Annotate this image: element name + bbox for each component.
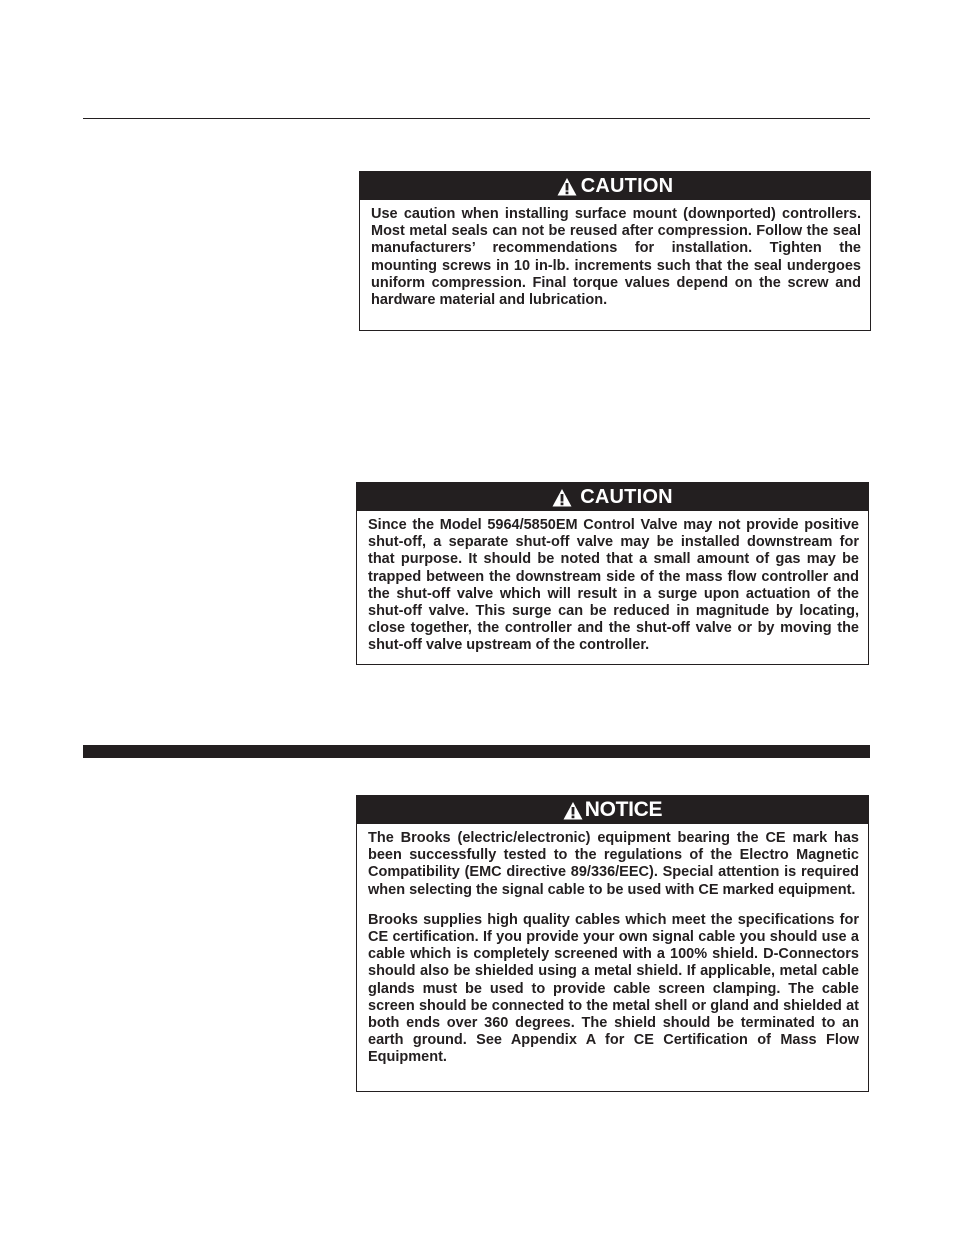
notice-heading: NOTICE — [584, 798, 663, 821]
notice-box-ce-compliance — [356, 795, 869, 1092]
caution-header — [360, 172, 870, 200]
caution-header — [357, 483, 868, 511]
caution-text: Since the Model 5964/5850EM Control Valve may not provide positive shut-off, a separate shut-off valve may be installed downstream for that purpose. It should be noted that a small amount of gas may be trapped between the downstream side of the mass flow controller and the shut-off valve which will result in a surge upon actuation of the shut-off valve. This surge can be reduced in magnitude by locating, close together, the controller and the shut-off valve or by moving the shut-off valve upstream of the controller. — [368, 517, 859, 654]
header-rule — [83, 118, 870, 119]
caution-box-shutoff-valve — [356, 482, 869, 665]
caution-text: Use caution when installing surface mount (downported) controllers. Most metal seals can not be reused after compression. Follow the seal manufacturers’ recommendations for installation. Tighten the mounting screws in 10 in-lb. increments such that the seal undergoes uniform compression. Final torque values depend on the screw and hardware material and lubrication. — [371, 206, 861, 309]
warning-triangle-icon — [563, 801, 583, 820]
notice-header — [357, 796, 868, 824]
caution-body — [360, 200, 870, 316]
caution-heading: CAUTION — [580, 485, 673, 508]
caution-box-seal-installation — [359, 171, 871, 331]
notice-paragraph-2: Brooks supplies high quality cables which meet the specifications for CE certification. If you provide your own signal cable you should use a cable which is completely screened with a 100% shield. D-Connectors should also be shielded using a metal shield. If applicable, metal cable glands must be used to provide cable screen clamping. The cable screen should be connected to the metal shell or gland and shielded at both ends over 360 degrees. The shield should be terminated to an earth ground. See Appendix A for CE Certification of Mass Flow Equipment. — [368, 911, 859, 1066]
caution-body — [357, 511, 868, 662]
warning-triangle-icon — [552, 488, 572, 507]
warning-triangle-icon — [557, 177, 577, 196]
caution-heading: CAUTION — [580, 174, 674, 197]
notice-paragraph-1: The Brooks (electric/electronic) equipment bearing the CE mark has been successfully tested to the regulations of the Electro Magnetic Compatibility (EMC directive 89/336/EEC). Special attention is required when selecting the signal cable to be used with CE marked equipment. — [368, 830, 859, 898]
notice-body — [357, 824, 868, 1074]
section-divider-bar — [83, 745, 870, 758]
